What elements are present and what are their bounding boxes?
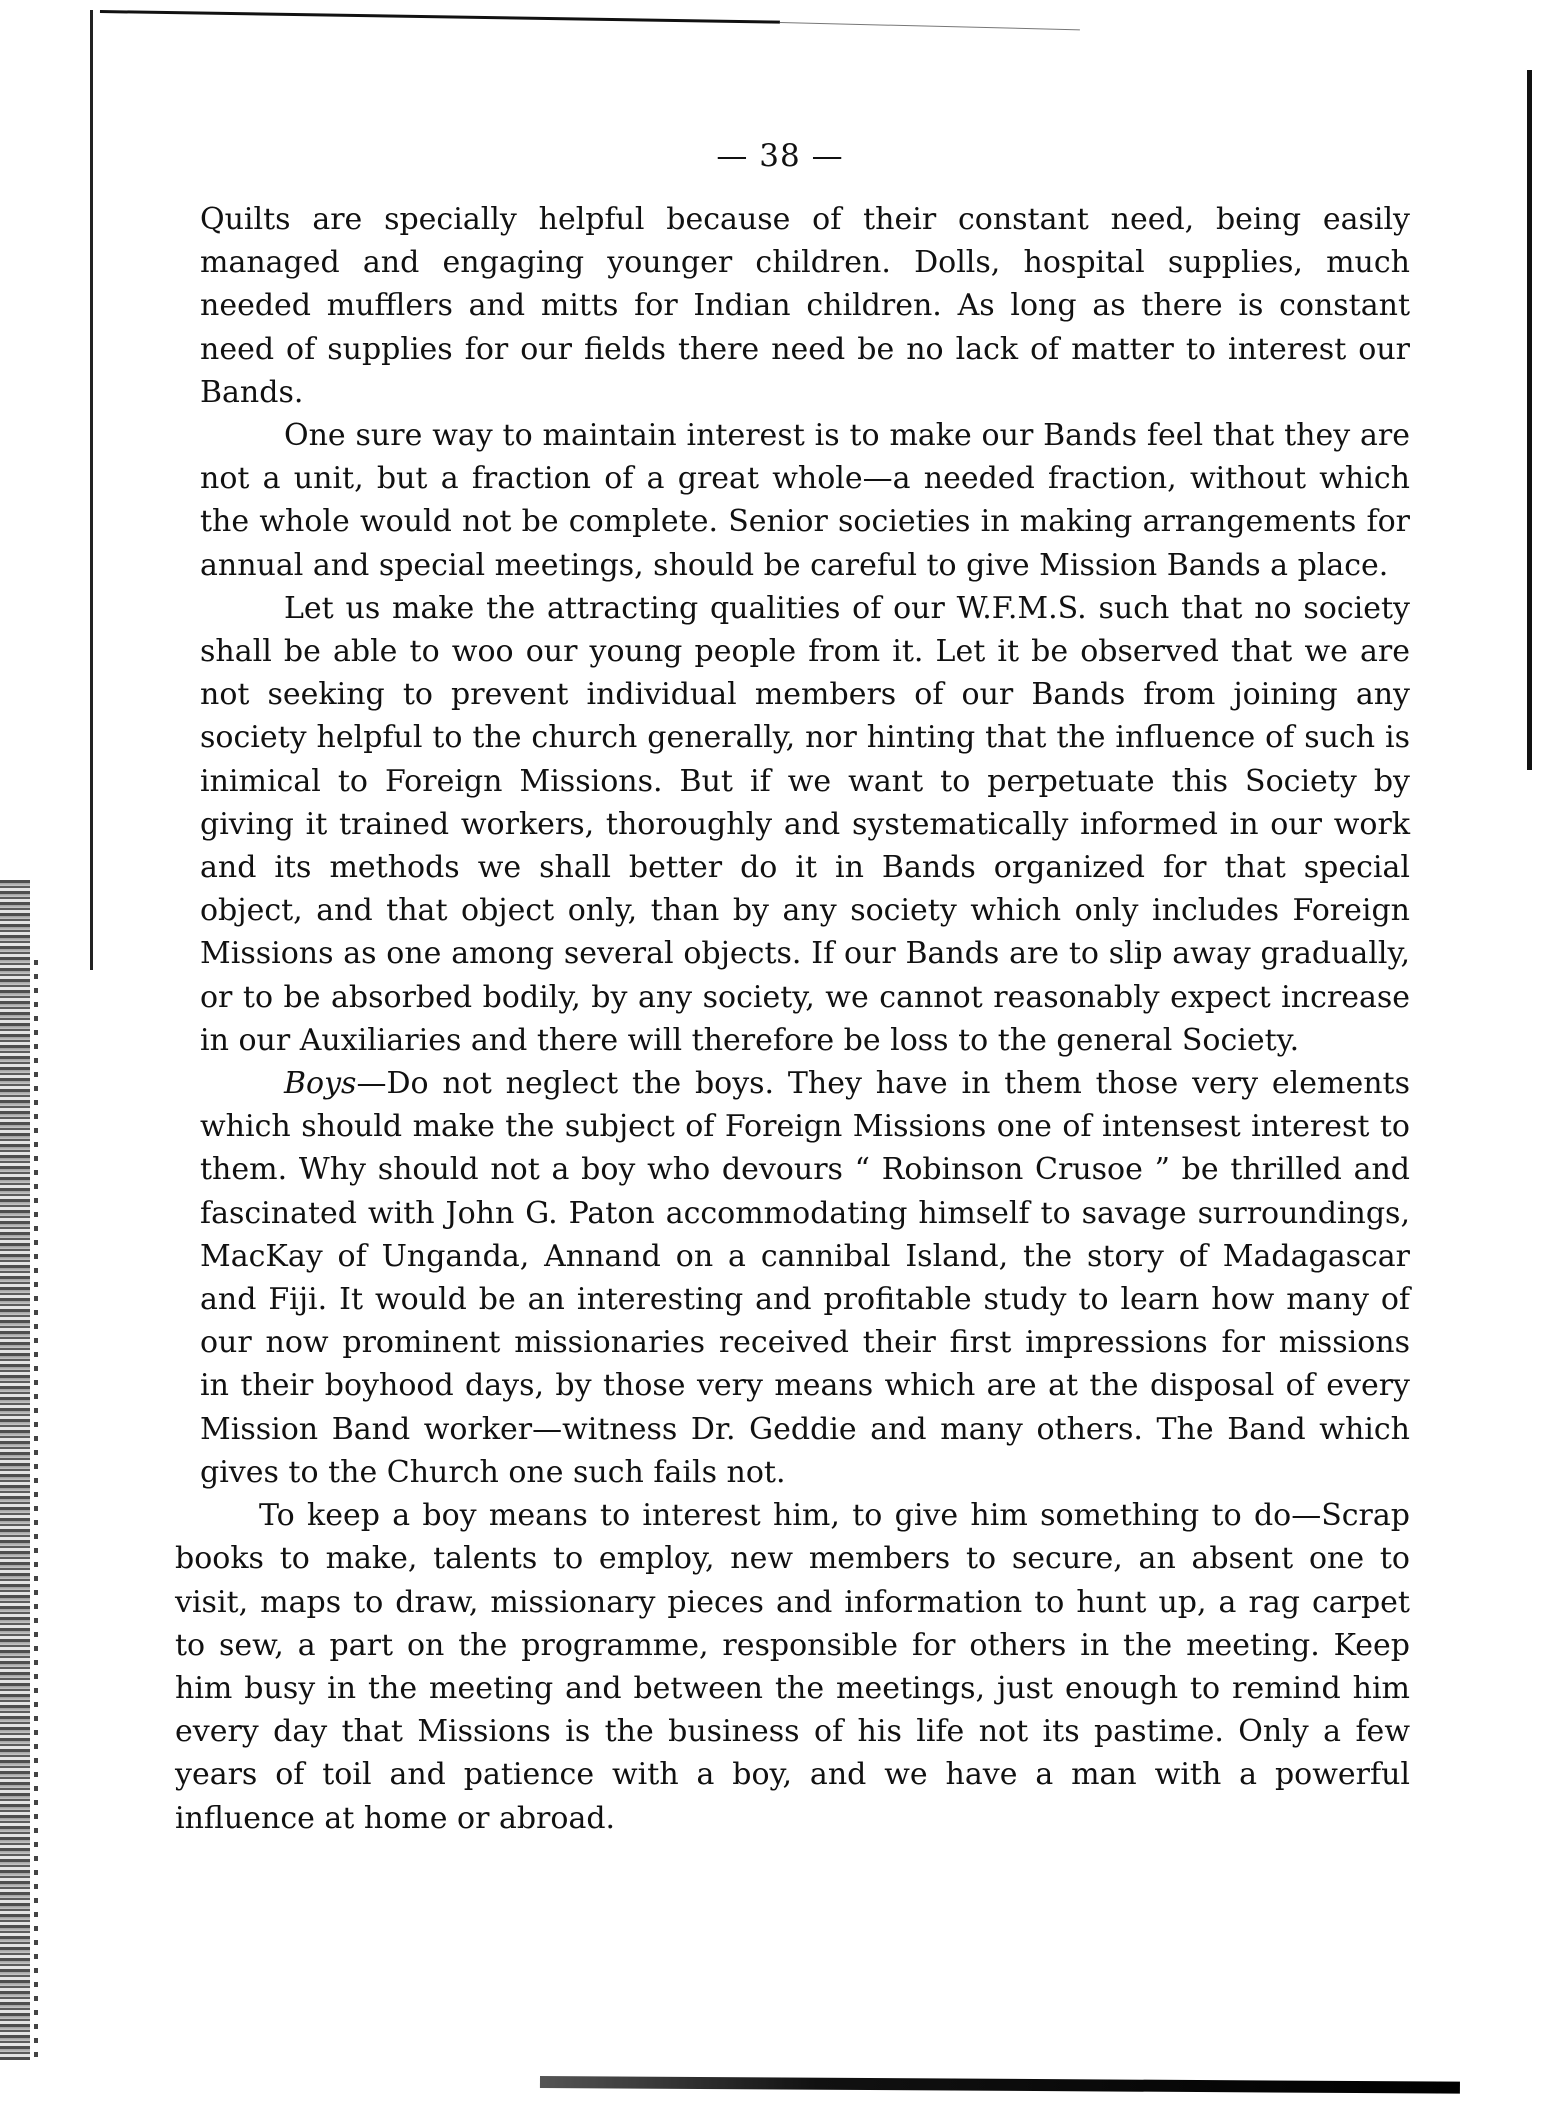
paragraph-sure-way: One sure way to maintain interest is to make our Bands feel that they are not a unit, but a fraction of a great whole—a needed fraction, without which the whole would not be complete. Senior societies in making arrangements for annual and special meetings, should be careful to give Mission Bands a place. xyxy=(200,418,1410,583)
page-number: — 38 — xyxy=(716,138,844,174)
binding-strip xyxy=(0,880,30,2060)
scan-edge-bottom xyxy=(540,2076,1460,2094)
text-block xyxy=(175,198,1410,1840)
paragraph-boys xyxy=(200,1062,1410,1494)
scan-edge-left xyxy=(90,10,93,970)
paragraph-quilts: Quilts are specially helpful because of their constant need, being easily managed and engaging younger children. Dolls, hospital supplies, much needed mufflers and mitts for Indian children. As long as there is constant need of supplies for our fields there need be no lack of matter to interest our Bands. xyxy=(200,202,1410,410)
paragraph-attracting-qualities: Let us make the attracting qualities of our W.F.M.S. such that no society shall be able to woo our young people from it. Let it be observed that we are not seeking to prevent individual members of our Bands from joining any society helpful to the church generally, nor hinting that the influence of such is inimical to Foreign Missions. But if we want to perpetuate this Society by giving it trained workers, thoroughly and systematically informed in our work and its methods we shall better do it in Bands organized for that special object, and that object only, than by any society which only includes Foreign Missions as one among several objects. If our Bands are to slip away gradually, or to be absorbed bodily, by any society, we cannot reasonably expect increase in our Auxiliaries and there will therefore be loss to the general Society. xyxy=(200,590,1410,1058)
boys-text: —Do not neglect the boys. They have in them those very elements which should make the subject of Foreign Missions one of intensest interest to them. Why should not a boy who devours “ Robinson Crusoe ” be thrilled and fascinated with John G. Paton accommodating himself to savage surroundings, MacKay of Unganda, Annand on a cannibal Island, the story of Madagascar and Fiji. It would be an interesting and profitable study to learn how many of our now prominent missionaries received their first impressions for missions in their boyhood days, by those very means which are at the disposal of every Mission Band worker—witness Dr. Geddie and many others. The Band which gives to the Church one such fails not. xyxy=(200,1066,1410,1490)
scan-edge-top xyxy=(100,10,780,24)
boys-heading: Boys xyxy=(284,1066,357,1102)
binding-thin-line xyxy=(34,960,38,2060)
scan-edge-right xyxy=(1527,70,1532,770)
paragraph-keep-a-boy: To keep a boy means to interest him, to give him something to do—Scrap books to make, talents to employ, new members to secure, an absent one to visit, maps to draw, missionary pieces and information to hunt up, a rag carpet to sew, a part on the programme, responsible for others in the meeting. Keep him busy in the meeting and between the meetings, just enough to remind him every day that Missions is the business of his life not its pastime. Only a few years of toil and patience with a boy, and we have a man with a powerful influence at home or abroad. xyxy=(175,1498,1410,1836)
scan-edge-top-fade xyxy=(780,22,1080,30)
